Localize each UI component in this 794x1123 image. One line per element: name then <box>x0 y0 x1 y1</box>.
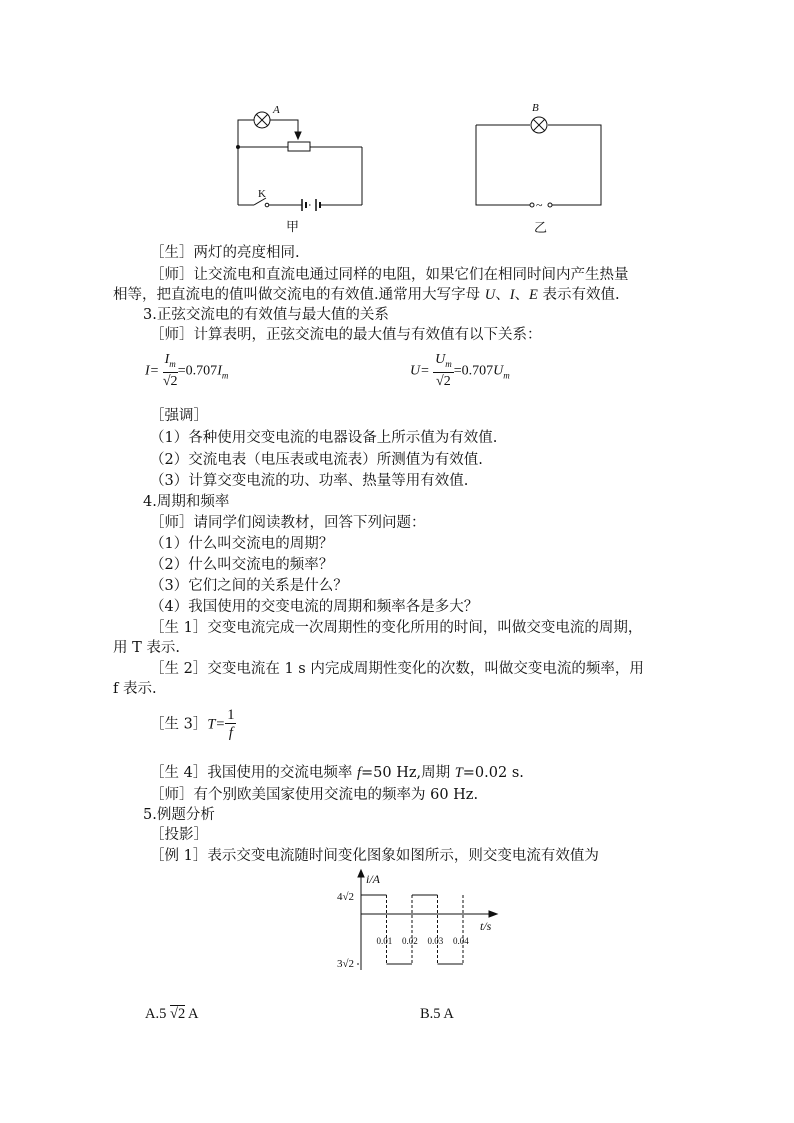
emphasis-item: （2）交流电表（电压表或电流表）所测值为有效值. <box>150 452 483 468</box>
x-tick-label: 0.04 <box>453 936 469 946</box>
caption-yi: 乙 <box>534 220 548 235</box>
formula-period: ［生 3］T= $\frac{1}{f}$ <box>150 707 235 741</box>
answer-line: ［生 2］交变电流在 1 s 内完成周期性变化的次数，叫做交变电流的频率，用 <box>150 661 644 677</box>
y-axis-label: i/A <box>366 872 380 886</box>
question-item: （4）我国使用的交变电流的周期和频率各是多大？ <box>150 599 479 615</box>
ac-source-symbol: ~ <box>536 198 543 212</box>
answer-line: f 表示. <box>113 681 157 697</box>
circuit-diagram-jia <box>228 100 368 235</box>
formula-voltage: U= $\frac{U_m}{√2}$ $=0.707U_m$ <box>410 352 510 389</box>
text-line: ［师］让交流电和直流电通过同样的电阻，如果它们在相同时间内产生热量 <box>150 267 629 283</box>
text-line: ［师］计算表明，正弦交流电的最大值与有效值有以下关系： <box>150 327 542 343</box>
formula-current: I= $\frac{I_m}{√2}$ $=0.707I_m$ <box>145 352 229 389</box>
text-line: 相等，把直流电的值叫做交流电的有效值.通常用大写字母 U、I、E 表示有效值. <box>113 287 620 303</box>
example-question: ［例 1］表示交变电流随时间变化图象如图所示，则交变电流有效值为 <box>150 848 599 864</box>
text-line: ［投影］ <box>150 827 208 843</box>
x-tick-label: 0.02 <box>402 936 418 946</box>
answer-line: ［师］有个别欧美国家使用交流电的频率为 60 Hz. <box>150 787 479 803</box>
text-line: ［师］请同学们阅读教材，回答下列问题： <box>150 515 426 531</box>
answer-line: ［生 1］交变电流完成一次周期性的变化所用的时间，叫做交变电流的周期， <box>150 620 643 636</box>
rheostat <box>288 142 310 151</box>
x-tick-group <box>377 936 470 946</box>
y-tick-upper: 4√2 <box>337 891 355 903</box>
text-line: ［生］两灯的亮度相同. <box>150 245 300 261</box>
answer-line: 用 T 表示. <box>113 640 180 656</box>
square-wave-series <box>357 895 463 964</box>
option-a: A.5 √2 A <box>145 1006 199 1022</box>
section-heading: 3.正弦交流电的有效值与最大值的关系 <box>143 307 389 323</box>
lamp-b-label: B <box>532 102 539 114</box>
option-b: B.5 A <box>420 1006 454 1022</box>
emphasis-item: （3）计算交变电流的功、功率、热量等用有效值. <box>150 473 469 489</box>
question-item: （3）它们之间的关系是什么？ <box>150 578 348 594</box>
y-tick-lower: 3√2 <box>337 958 355 970</box>
current-time-graph <box>320 868 510 978</box>
section-heading: 4.周期和频率 <box>143 494 230 510</box>
caption-jia: 甲 <box>286 219 300 234</box>
emphasis-heading: ［强调］ <box>150 408 208 424</box>
x-tick-label: 0.01 <box>376 936 393 946</box>
switch-k-label: K <box>258 188 266 200</box>
question-item: （1）什么叫交流电的周期？ <box>150 536 334 552</box>
question-item: （2）什么叫交流电的频率？ <box>150 557 334 573</box>
lamp-a-label: A <box>273 104 280 116</box>
x-tick-label: 0.03 <box>427 936 444 946</box>
x-axis-label: t/s <box>480 919 492 933</box>
emphasis-item: （1）各种使用交变电流的电器设备上所示值为有效值. <box>150 430 498 446</box>
answer-line: ［生 4］我国使用的交流电频率 f=50 Hz,周期 T=0.02 s. <box>150 765 524 781</box>
circuit-diagram-yi <box>468 97 613 237</box>
section-heading: 5.例题分析 <box>143 807 215 823</box>
